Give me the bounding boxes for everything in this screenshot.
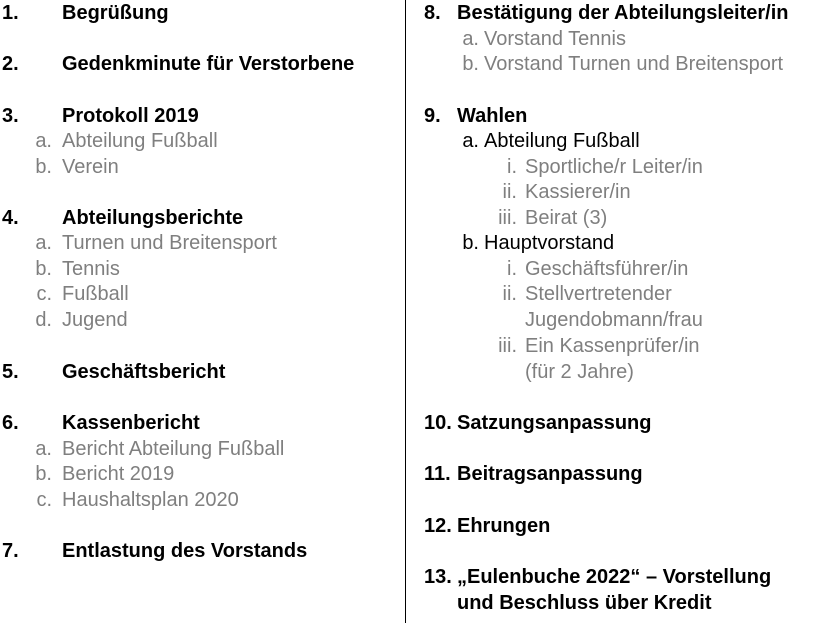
sub-text: Haushaltsplan 2020 [62,489,239,511]
item-title: Begrüßung [62,2,169,24]
sub-marker: a. [35,438,52,460]
sub-marker: c. [36,283,52,305]
sub-text: Hauptvorstand [484,232,615,254]
item-number: 13. [424,566,452,588]
item-title: Satzungsanpassung [457,412,652,434]
sub-marker: b. [35,156,52,178]
item-title: Ehrungen [457,515,551,537]
item-number: 11. [424,463,451,485]
item-number: 8. [424,2,441,24]
sub-marker: a. [462,28,479,50]
sub-sub-text: Sportliche/r Leiter/in [525,156,703,178]
sub-sub-marker: i. [507,258,517,280]
item-number: 1. [2,2,19,24]
sub-sub-marker: iii. [498,207,517,229]
sub-sub-text: Jugendobmann/frau [525,309,703,331]
sub-text: Bericht 2019 [62,463,175,485]
sub-text: Vorstand Turnen und Breitensport [484,53,784,75]
sub-marker: b. [462,53,479,75]
sub-sub-text: Beirat (3) [525,207,608,229]
item-number: 12. [424,515,452,537]
sub-text: Tennis [62,258,120,280]
item-title: Geschäftsbericht [62,361,226,383]
sub-marker: a. [35,232,52,254]
item-title: Entlastung des Vorstands [62,540,308,562]
item-title: Beitragsanpassung [457,463,643,485]
item-number: 3. [2,105,19,127]
sub-marker: d. [35,309,52,331]
item-number: 9. [424,105,441,127]
sub-sub-text: Kassierer/in [525,181,631,203]
sub-text: Fußball [62,283,129,305]
sub-sub-text: (für 2 Jahre) [525,361,634,383]
item-title: Abteilungsberichte [62,207,244,229]
item-number: 10. [424,412,452,434]
item-number: 6. [2,412,19,434]
sub-text: Verein [62,156,119,178]
sub-sub-text: Geschäftsführer/in [525,258,689,280]
sub-sub-marker: iii. [498,335,517,357]
sub-text: Turnen und Breitensport [62,232,277,254]
item-title: Kassenbericht [62,412,200,434]
item-title: Gedenkminute für Verstorbene [62,53,355,75]
item-title: Wahlen [457,105,528,127]
column-divider [405,0,406,623]
item-number: 7. [2,540,19,562]
sub-text: Jugend [62,309,128,331]
sub-text: Vorstand Tennis [484,28,626,50]
sub-text: Bericht Abteilung Fußball [62,438,285,460]
sub-text: Abteilung Fußball [484,130,640,152]
sub-sub-text: Ein Kassenprüfer/in [525,335,700,357]
item-title: „Eulenbuche 2022“ – Vorstellung [457,566,772,588]
sub-sub-text: Stellvertretender [525,283,672,305]
item-title: und Beschluss über Kredit [457,592,712,614]
sub-marker: b. [462,232,479,254]
sub-marker: b. [35,463,52,485]
sub-sub-marker: ii. [502,283,517,305]
item-title: Bestätigung der Abteilungsleiter/in [457,2,789,24]
item-number: 4. [2,207,19,229]
sub-sub-marker: i. [507,156,517,178]
item-number: 5. [2,361,19,383]
item-title: Protokoll 2019 [62,105,199,127]
sub-marker: b. [35,258,52,280]
sub-text: Abteilung Fußball [62,130,218,152]
sub-marker: a. [462,130,479,152]
sub-marker: a. [35,130,52,152]
item-number: 2. [2,53,19,75]
sub-marker: c. [36,489,52,511]
sub-sub-marker: ii. [502,181,517,203]
